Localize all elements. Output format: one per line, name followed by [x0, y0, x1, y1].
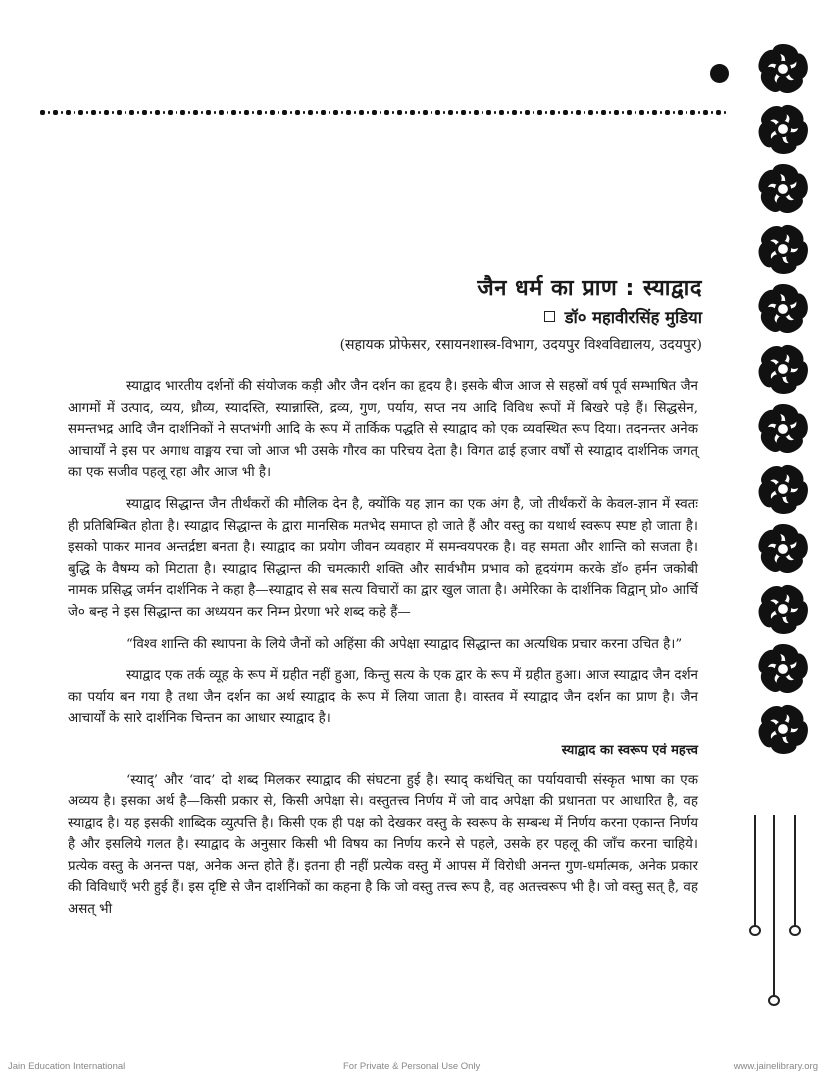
paisley-medallion-icon: [752, 458, 814, 520]
paisley-medallion-icon: [752, 278, 814, 340]
rule-dash: [690, 110, 695, 115]
rule-dash: [40, 110, 45, 115]
rule-dash: [627, 110, 632, 115]
ornamental-border: [752, 38, 814, 818]
rule-dot: [711, 111, 713, 114]
rule-dash: [193, 110, 198, 115]
rule-dash: [499, 110, 504, 115]
rule-dash: [423, 110, 428, 115]
paisley-medallion-icon: [752, 638, 814, 700]
article-body: [68, 376, 698, 931]
rule-dot: [392, 111, 394, 114]
rule-dash: [346, 110, 351, 115]
rule-dot: [99, 111, 101, 114]
rule-dash: [716, 110, 721, 115]
paisley-medallion-icon: [752, 338, 814, 400]
rule-dot: [227, 111, 229, 114]
rule-dot: [647, 111, 649, 114]
paisley-medallion-icon: [752, 398, 814, 460]
author-line: [544, 305, 702, 328]
dotted-rule-divider: [40, 110, 728, 116]
rule-dash: [576, 110, 581, 115]
rule-dot: [609, 111, 611, 114]
rule-dot: [278, 111, 280, 114]
rule-dot: [341, 111, 343, 114]
rule-dot: [533, 111, 535, 114]
rule-dash: [308, 110, 313, 115]
rule-dash: [614, 110, 619, 115]
rule-dash: [550, 110, 555, 115]
rule-dot: [443, 111, 445, 114]
square-bullet-icon: [544, 311, 555, 322]
rule-dot: [673, 111, 675, 114]
paisley-medallion-icon: [752, 158, 814, 220]
rule-dot: [316, 111, 318, 114]
author-affiliation: (सहायक प्रोफेसर, रसायनशास्त्र-विभाग, उदयपुर विश्वविद्यालय, उदयपुर): [339, 337, 702, 353]
rule-dash: [104, 110, 109, 115]
rule-dot: [86, 111, 88, 114]
rule-dash: [219, 110, 224, 115]
pendant-line-center: [773, 815, 775, 997]
rule-dot: [329, 111, 331, 114]
rule-dot: [571, 111, 573, 114]
footer-website-link[interactable]: www.jainelibrary.org: [733, 1061, 818, 1072]
pendant-ring-icon: [789, 925, 801, 936]
rule-dot: [698, 111, 700, 114]
pendant-ornament: [740, 815, 820, 1045]
rule-dash: [168, 110, 173, 115]
rule-dash: [384, 110, 389, 115]
rule-dot: [456, 111, 458, 114]
rule-dash: [703, 110, 708, 115]
rule-dash: [588, 110, 593, 115]
rule-dot: [431, 111, 433, 114]
rule-dash: [180, 110, 185, 115]
section-heading: स्याद्वाद का स्वरूप एवं महत्त्व: [561, 742, 698, 758]
paisley-medallion-icon: [752, 578, 814, 640]
rule-dot: [61, 111, 63, 114]
paisley-medallion-icon: [752, 218, 814, 280]
rule-dot: [48, 111, 50, 114]
rule-dot: [354, 111, 356, 114]
rule-dot: [596, 111, 598, 114]
paisley-medallion-icon: [752, 518, 814, 580]
rule-dash: [372, 110, 377, 115]
rule-dash: [486, 110, 491, 115]
rule-dash: [512, 110, 517, 115]
rule-dot: [545, 111, 547, 114]
rule-dash: [397, 110, 402, 115]
rule-dot: [494, 111, 496, 114]
pendant-line-left: [754, 815, 756, 927]
footer-publisher: Jain Education International: [8, 1061, 126, 1072]
rule-dash: [53, 110, 58, 115]
paisley-medallion-icon: [752, 98, 814, 160]
paragraph: स्याद्वाद भारतीय दर्शनों की संयोजक कड़ी और जैन दर्शन का हृदय है। इसके बीज आज से सहस्रों वर्ष पूर्व सम्भाषित जैन आगमों में उत्पाद, व्यय, ध्रौव्य, स्यादस्ति, स्यान्नास्ति, द्रव्य, गुण, पर्याय, सप्त नय आदि विविध रूपों में बिखरे पड़े हैं। सिद्धसेन, समन्तभद्र आदि जैन दार्शनिकों ने सप्तभंगी आदि के रूप में तार्किक पद्धति से स्याद्वाद को एक व्यवस्थित रूप दिया। तदनन्तर अनेक आचार्यों ने इस पर अगाध वाङ्मय रचा जो आज भी उसके गौरव का परिचय देता है। विगत ढाई हजार वर्षों से स्याद्वाद दार्शनिक जगत् का एक सजीव पहलू रहा और आज भी है।: [68, 379, 698, 481]
rule-dash: [295, 110, 300, 115]
rule-dash: [333, 110, 338, 115]
rule-dot: [201, 111, 203, 114]
rule-dot: [265, 111, 267, 114]
rule-dash: [142, 110, 147, 115]
rule-dot: [507, 111, 509, 114]
rule-dot: [520, 111, 522, 114]
author-name: डॉ० महावीरसिंह मुडिया: [564, 308, 702, 327]
rule-dot: [660, 111, 662, 114]
rule-dot: [290, 111, 292, 114]
paragraph: स्याद्वाद सिद्धान्त जैन तीर्थंकरों की मौलिक देन है, क्योंकि यह ज्ञान का एक अंग है, जो तीर्थंकरों के केवल-ज्ञान में स्वतः ही प्रतिबिम्बित होता है। स्याद्वाद सिद्धान्त के द्वारा मानसिक मतभेद समाप्त हो जाते हैं और वस्तु का यथार्थ स्वरूप स्पष्ट हो जाता है। इसको पाकर मानव अन्तर्द्रष्टा बनता है। स्याद्वाद का प्रयोग जीवन व्यवहार में समन्वयपरक है। वह समता और शान्ति को सजता है। बुद्धि के वैषम्य को मिटाता है। स्याद्वाद सिद्धान्त की चमत्कारी शक्ति और सार्वभौम प्रभाव को हृदयंगम करके डॉ० हर्मन जकोबी नामक प्रसिद्ध जर्मन दार्शनिक ने कहा है—स्याद्वाद से सब सत्य विचारों का द्वार खुल जाता है। अमेरिका के दार्शनिक विद्वान् प्रो० आर्चि जे० बन्ह ने इस सिद्धान्त का अध्ययन कर निम्न प्रेरणा भरे शब्द कहे हैं—: [68, 496, 698, 620]
rule-dash: [155, 110, 160, 115]
footer-usage-note: For Private & Personal Use Only: [343, 1061, 481, 1072]
rule-dash: [129, 110, 134, 115]
rule-dash: [474, 110, 479, 115]
rule-dash: [282, 110, 287, 115]
rule-dash: [270, 110, 275, 115]
rule-dot: [214, 111, 216, 114]
rule-dash: [678, 110, 683, 115]
block-quote: “विश्व शान्ति की स्थापना के लिये जैनों को अहिंसा की अपेक्षा स्याद्वाद सिद्धान्त का अत्यधिक प्रचार करना उचित है।”: [126, 636, 683, 652]
rule-dash: [639, 110, 644, 115]
rule-dash: [78, 110, 83, 115]
bullet-dot-icon: [710, 64, 729, 83]
rule-dot: [724, 111, 726, 114]
rule-dash: [257, 110, 262, 115]
rule-dot: [150, 111, 152, 114]
rule-dot: [584, 111, 586, 114]
rule-dash: [359, 110, 364, 115]
rule-dash: [525, 110, 530, 115]
article-title: जैन धर्म का प्राण : स्याद्वाद: [477, 276, 702, 301]
rule-dot: [380, 111, 382, 114]
paragraph: ‘स्याद्’ और ‘वाद’ दो शब्द मिलकर स्याद्वाद की संघटना हुई है। स्याद् कथंचित् का पर्यायवाची संस्कृत भाषा का एक अव्यय है। इसका अर्थ है—किसी प्रकार से, किसी अपेक्षा से। वस्तुतत्त्व निर्णय में जो वाद अपेक्षा की प्रधानता पर आधारित है, वह स्याद्वाद है। यह इसकी शाब्दिक व्युत्पत्ति है। किसी एक ही पक्ष को देखकर वस्तु के स्वरूप के सम्बन्ध में निर्णय करना एकान्त निर्णय है और इसलिये गलत है। स्याद्वाद के अनुसार किसी भी विषय का निर्णय करने से पहले, उसके हर पहलू की जाँच करना चाहिये। प्रत्येक वस्तु के अनन्त पक्ष, अनेक अन्त होते हैं। इतना ही नहीं प्रत्येक वस्तु में आपस में विरोधी अनन्त गुण-धर्मात्मक, अनेक प्रकार की विविधाएँ भरी हुई हैं। इस दृष्टि से जैन दार्शनिकों का कहना है कि जो वस्तु तत्त्व रूप है, वह अतत्त्वरूप भी है। जो वस्तु सत् है, वह असत् भी: [68, 772, 698, 918]
rule-dash: [117, 110, 122, 115]
rule-dash: [66, 110, 71, 115]
rule-dot: [418, 111, 420, 114]
pendant-ring-icon: [768, 995, 780, 1006]
rule-dash: [244, 110, 249, 115]
rule-dash: [652, 110, 657, 115]
rule-dot: [303, 111, 305, 114]
rule-dot: [163, 111, 165, 114]
rule-dot: [622, 111, 624, 114]
rule-dash: [601, 110, 606, 115]
paisley-medallion-icon: [752, 38, 814, 100]
rule-dot: [635, 111, 637, 114]
rule-dash: [410, 110, 415, 115]
rule-dot: [112, 111, 114, 114]
rule-dot: [125, 111, 127, 114]
rule-dot: [482, 111, 484, 114]
rule-dot: [469, 111, 471, 114]
rule-dash: [321, 110, 326, 115]
rule-dash: [461, 110, 466, 115]
rule-dash: [448, 110, 453, 115]
rule-dot: [188, 111, 190, 114]
rule-dash: [91, 110, 96, 115]
rule-dot: [405, 111, 407, 114]
rule-dash: [206, 110, 211, 115]
rule-dot: [686, 111, 688, 114]
rule-dot: [239, 111, 241, 114]
rule-dot: [558, 111, 560, 114]
rule-dash: [665, 110, 670, 115]
rule-dot: [252, 111, 254, 114]
rule-dash: [537, 110, 542, 115]
pendant-line-right: [794, 815, 796, 927]
rule-dot: [137, 111, 139, 114]
pendant-ring-icon: [749, 925, 761, 936]
rule-dash: [231, 110, 236, 115]
paisley-medallion-icon: [752, 698, 814, 760]
rule-dash: [435, 110, 440, 115]
rule-dot: [176, 111, 178, 114]
paragraph: स्याद्वाद एक तर्क व्यूह के रूप में ग्रहीत नहीं हुआ, किन्तु सत्य के एक द्वार के रूप में ग्रहीत हुआ। आज स्याद्वाद जैन दर्शन का पर्याय बन गया है तथा जैन दर्शन का अर्थ स्याद्वाद के रूप में लिया जाता है। वास्तव में स्याद्वाद जैन दर्शन का प्राण है। जैन आचार्यों के सारे दार्शनिक चिन्तन का आधार स्याद्वाद है।: [68, 668, 698, 727]
rule-dot: [367, 111, 369, 114]
page-footer: [0, 1061, 828, 1075]
rule-dash: [563, 110, 568, 115]
rule-dot: [74, 111, 76, 114]
